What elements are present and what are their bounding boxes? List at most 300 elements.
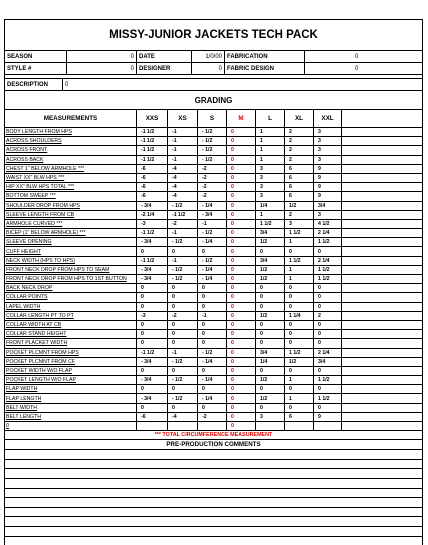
- grade-value-xxs[interactable]: -6: [137, 192, 168, 200]
- grade-value-xxl[interactable]: 1 1/2: [314, 275, 342, 283]
- measurement-name[interactable]: BACK NECK DROP: [5, 284, 137, 292]
- measurement-name[interactable]: ACROSS FRONT: [5, 146, 137, 154]
- grade-value-xxs[interactable]: - 3/4: [137, 238, 168, 246]
- grade-value-xs[interactable]: 0: [168, 293, 198, 301]
- grade-value-l[interactable]: 0: [256, 284, 285, 292]
- grade-value-xs[interactable]: -1: [168, 349, 198, 357]
- grade-value-xxl[interactable]: 9: [314, 183, 342, 191]
- grade-value-xxs[interactable]: -1 1/2: [137, 257, 168, 265]
- grade-value-xs[interactable]: 0: [168, 247, 198, 255]
- measurement-name[interactable]: FRONT NECK DROP FROM HPS TO 1ST BUTTON: [5, 275, 137, 283]
- grade-value-l[interactable]: 3: [256, 174, 285, 182]
- grade-value-xl[interactable]: 0: [285, 367, 314, 375]
- grade-value-xs[interactable]: 0: [168, 321, 198, 329]
- row-spacer: [342, 385, 422, 393]
- grade-value-xl[interactable]: 1 1/2: [285, 229, 314, 237]
- grade-value-xl[interactable]: 6: [285, 165, 314, 173]
- grade-value-xxs[interactable]: - 3/4: [137, 202, 168, 210]
- grade-value-m[interactable]: 0: [227, 192, 256, 200]
- grade-value-xxl[interactable]: 4 1/2: [314, 220, 342, 228]
- grade-value-m[interactable]: 0: [227, 229, 256, 237]
- row-spacer: [342, 146, 422, 154]
- grade-value-xs[interactable]: - 1/2: [168, 358, 198, 366]
- grade-value-xxl[interactable]: 2 1/4: [314, 257, 342, 265]
- grade-value-s[interactable]: - 1/4: [198, 238, 227, 246]
- grade-value-xxs[interactable]: -1 1/2: [137, 229, 168, 237]
- grade-value-m[interactable]: 0: [227, 220, 256, 228]
- grade-value-xxs[interactable]: - 3/4: [137, 358, 168, 366]
- grade-value-l[interactable]: 1: [256, 128, 285, 136]
- grade-value-s[interactable]: - 1/2: [198, 349, 227, 357]
- grade-value-m[interactable]: 0: [227, 404, 256, 412]
- grade-value-xxs[interactable]: -1 1/2: [137, 137, 168, 145]
- grade-value-l[interactable]: 1/2: [256, 376, 285, 384]
- grade-value-xxs[interactable]: -1 1/2: [137, 146, 168, 154]
- grade-value-s[interactable]: - 1/2: [198, 128, 227, 136]
- grade-value-xs[interactable]: -1: [168, 146, 198, 154]
- grade-value-xxs[interactable]: -6: [137, 165, 168, 173]
- grade-value-xxl[interactable]: 0: [314, 367, 342, 375]
- grade-value-xs[interactable]: -4: [168, 413, 198, 421]
- grade-value-s[interactable]: 0: [198, 330, 227, 338]
- info-row-description: [5, 79, 422, 91]
- grade-value-xs[interactable]: - 1/2: [168, 238, 198, 246]
- measurement-name[interactable]: ACROSS BACK: [5, 156, 137, 164]
- measurement-name[interactable]: POCKET PLCMNT FROM HPS: [5, 349, 137, 357]
- grade-value-s[interactable]: - 1/4: [198, 202, 227, 210]
- grade-value-xxs[interactable]: - 3/4: [137, 275, 168, 283]
- grade-value-xs[interactable]: -4: [168, 192, 198, 200]
- grade-value-m[interactable]: 0: [227, 174, 256, 182]
- grade-value-xs[interactable]: -4: [168, 183, 198, 191]
- grade-value-xxl[interactable]: 1 1/2: [314, 266, 342, 274]
- grade-value-xxs[interactable]: 0: [137, 247, 168, 255]
- grade-value-xs[interactable]: -1: [168, 257, 198, 265]
- grade-value-xl[interactable]: 6: [285, 174, 314, 182]
- grade-value-l[interactable]: 0: [256, 247, 285, 255]
- measurement-name[interactable]: LAPEL WIDTH: [5, 303, 137, 311]
- grade-value-xs[interactable]: 0: [168, 367, 198, 375]
- grade-value-m[interactable]: 0: [227, 137, 256, 145]
- grade-value-xxs[interactable]: -3: [137, 312, 168, 320]
- grade-value-m[interactable]: 0: [227, 330, 256, 338]
- grade-value-s[interactable]: -1: [198, 220, 227, 228]
- grade-value-xs[interactable]: -2: [168, 220, 198, 228]
- grade-value-s[interactable]: - 1/2: [198, 137, 227, 145]
- grade-value-xl[interactable]: 1: [285, 238, 314, 246]
- grade-value-xxl[interactable]: 9: [314, 413, 342, 421]
- grade-value-l[interactable]: 3: [256, 192, 285, 200]
- grade-value-s[interactable]: 0: [198, 367, 227, 375]
- grade-value-xl[interactable]: 2: [285, 128, 314, 136]
- grade-value-s[interactable]: 0: [198, 339, 227, 347]
- grade-value-xxl[interactable]: 2 1/4: [314, 349, 342, 357]
- grade-value-s[interactable]: - 1/2: [198, 156, 227, 164]
- grade-value-s[interactable]: - 1/2: [198, 146, 227, 154]
- measurement-name[interactable]: ACROSS SHOULDERS: [5, 137, 137, 145]
- measurement-name[interactable]: BELT WIDTH: [5, 404, 137, 412]
- grade-value-xs[interactable]: 0: [168, 385, 198, 393]
- measurement-name[interactable]: POCKET LENGTH W/O FLAP: [5, 376, 137, 384]
- grade-value-xl[interactable]: 0: [285, 339, 314, 347]
- grade-value-xl[interactable]: 1/2: [285, 358, 314, 366]
- grade-value-xs[interactable]: -1: [168, 137, 198, 145]
- row-spacer: [342, 266, 422, 274]
- measurement-name[interactable]: SLEEVE LENGTH FROM CB: [5, 211, 137, 219]
- grade-value-xs[interactable]: -2: [168, 312, 198, 320]
- grade-value-s[interactable]: 0: [198, 404, 227, 412]
- grade-value-xxl[interactable]: 3: [314, 137, 342, 145]
- grade-value-xl[interactable]: 0: [285, 404, 314, 412]
- grade-value-xl[interactable]: 0: [285, 293, 314, 301]
- grade-value-xs[interactable]: - 1/2: [168, 394, 198, 402]
- grade-value-m[interactable]: 0: [227, 275, 256, 283]
- grade-value-xxs[interactable]: 0: [137, 330, 168, 338]
- grade-value-l[interactable]: 0: [256, 385, 285, 393]
- measurement-name[interactable]: NECK WIDTH (HPS TO HPS): [5, 257, 137, 265]
- grade-value-xxl[interactable]: 0: [314, 247, 342, 255]
- comment-line[interactable]: [5, 489, 422, 499]
- grade-value-xl[interactable]: 1: [285, 376, 314, 384]
- measurement-name[interactable]: ARMHOLE CURVED ***: [5, 220, 137, 228]
- measurement-name[interactable]: CHEST 1" BELOW ARMHOLE ***: [5, 165, 137, 173]
- grade-value-l[interactable]: 1/2: [256, 238, 285, 246]
- grade-value-xl[interactable]: 2: [285, 211, 314, 219]
- grade-value-xs[interactable]: 0: [168, 284, 198, 292]
- grade-value-xs[interactable]: - 1/2: [168, 202, 198, 210]
- grade-value-m[interactable]: 0: [227, 257, 256, 265]
- grade-value-xl[interactable]: 2: [285, 156, 314, 164]
- row-spacer: [342, 394, 422, 402]
- grade-value-xs[interactable]: - 1/2: [168, 376, 198, 384]
- grade-value-xs[interactable]: 0: [168, 404, 198, 412]
- grade-value-xs[interactable]: 0: [168, 330, 198, 338]
- grade-value-m[interactable]: 0: [227, 165, 256, 173]
- measurement-name[interactable]: COLLAR STAND HEIGHT: [5, 330, 137, 338]
- grade-value-m[interactable]: 0: [227, 303, 256, 311]
- measurement-name[interactable]: FRONT PLACKET WIDTH: [5, 339, 137, 347]
- measurement-name[interactable]: COLLAR WIDTH AT CB: [5, 321, 137, 329]
- grade-value-xxl[interactable]: 0: [314, 404, 342, 412]
- comment-line[interactable]: [5, 460, 422, 470]
- grade-value-m[interactable]: 0: [227, 146, 256, 154]
- grade-value-xxl[interactable]: 3: [314, 156, 342, 164]
- table-row: [5, 137, 422, 146]
- grade-value-xxs[interactable]: 0: [137, 404, 168, 412]
- grade-value-s[interactable]: [198, 422, 227, 430]
- description-value[interactable]: 0: [65, 81, 69, 88]
- grade-value-l[interactable]: 3: [256, 183, 285, 191]
- grade-value-xxl[interactable]: 1 1/2: [314, 394, 342, 402]
- grade-value-l[interactable]: 3: [256, 165, 285, 173]
- table-row: [5, 156, 422, 165]
- grade-value-s[interactable]: 0: [198, 303, 227, 311]
- grade-value-l[interactable]: 1: [256, 137, 285, 145]
- grade-value-l[interactable]: 0: [256, 303, 285, 311]
- grade-value-xs[interactable]: -1: [168, 128, 198, 136]
- grade-value-l[interactable]: 0: [256, 367, 285, 375]
- grade-value-xxl[interactable]: 3/4: [314, 358, 342, 366]
- grade-value-xl[interactable]: 1 1/2: [285, 257, 314, 265]
- grade-value-xxl[interactable]: 3: [314, 128, 342, 136]
- grade-value-xxl[interactable]: 3/4: [314, 202, 342, 210]
- measurement-name[interactable]: FLAP WIDTH: [5, 385, 137, 393]
- grade-value-xxs[interactable]: -6: [137, 183, 168, 191]
- grade-value-xs[interactable]: -1 1/2: [168, 211, 198, 219]
- grade-value-m[interactable]: 0: [227, 349, 256, 357]
- grade-value-xxl[interactable]: 0: [314, 321, 342, 329]
- measurement-name[interactable]: CUFF HEIGHT: [5, 247, 137, 255]
- grade-value-l[interactable]: [256, 422, 285, 430]
- table-row: [5, 275, 422, 284]
- grade-value-xl[interactable]: 1: [285, 266, 314, 274]
- grade-value-xxs[interactable]: 0: [137, 321, 168, 329]
- grade-value-m[interactable]: 0: [227, 367, 256, 375]
- grade-value-m[interactable]: 0: [227, 128, 256, 136]
- measurement-name[interactable]: SLEEVE OPENING: [5, 238, 137, 246]
- fabric-design-value[interactable]: 0: [355, 65, 359, 72]
- measurement-name[interactable]: HIP XX" BLW HPS TOTAL ***: [5, 183, 137, 191]
- tech-pack-sheet: [4, 19, 423, 545]
- grade-value-l[interactable]: 0: [256, 330, 285, 338]
- grade-value-xxs[interactable]: -1 1/2: [137, 128, 168, 136]
- comment-line[interactable]: [5, 498, 422, 508]
- grade-value-xxl[interactable]: [314, 422, 342, 430]
- grade-value-xxs[interactable]: -2 1/4: [137, 211, 168, 219]
- grade-value-s[interactable]: 0: [198, 321, 227, 329]
- grade-value-xs[interactable]: [168, 422, 198, 430]
- measurement-name[interactable]: WAIST XX" BLW HPS ***: [5, 174, 137, 182]
- grade-value-l[interactable]: 1: [256, 146, 285, 154]
- grade-value-l[interactable]: 1/4: [256, 202, 285, 210]
- grade-value-l[interactable]: 1/2: [256, 266, 285, 274]
- grade-value-xxl[interactable]: 0: [314, 303, 342, 311]
- grade-value-m[interactable]: 0: [227, 376, 256, 384]
- grade-value-xs[interactable]: - 1/2: [168, 275, 198, 283]
- measurement-name[interactable]: BICEP (1" BELOW ARMHOLE) ***: [5, 229, 137, 237]
- grade-value-xxl[interactable]: 0: [314, 330, 342, 338]
- comment-line[interactable]: [5, 508, 422, 518]
- grade-value-m[interactable]: 0: [227, 312, 256, 320]
- grade-value-m[interactable]: 0: [227, 183, 256, 191]
- grade-value-xl[interactable]: 0: [285, 284, 314, 292]
- grade-value-xxs[interactable]: [137, 422, 168, 430]
- grade-value-xxs[interactable]: 0: [137, 367, 168, 375]
- grade-value-s[interactable]: - 1/2: [198, 229, 227, 237]
- grade-value-l[interactable]: 1/2: [256, 394, 285, 402]
- grade-value-xl[interactable]: 2: [285, 137, 314, 145]
- grade-value-m[interactable]: 0: [227, 385, 256, 393]
- grade-value-xl[interactable]: 6: [285, 413, 314, 421]
- comment-line[interactable]: [5, 537, 422, 545]
- grade-value-xl[interactable]: 0: [285, 330, 314, 338]
- grade-value-xs[interactable]: - 1/2: [168, 266, 198, 274]
- grade-value-s[interactable]: -2: [198, 183, 227, 191]
- grade-value-l[interactable]: 1/2: [256, 312, 285, 320]
- measurement-name[interactable]: 0: [5, 422, 137, 430]
- comment-line[interactable]: [5, 527, 422, 537]
- grade-value-xxs[interactable]: -1 1/2: [137, 349, 168, 357]
- grade-value-xxl[interactable]: 1 1/2: [314, 376, 342, 384]
- table-row: [5, 247, 422, 256]
- grade-value-l[interactable]: 3/4: [256, 229, 285, 237]
- grade-value-m[interactable]: 0: [227, 238, 256, 246]
- grade-value-xxs[interactable]: 0: [137, 293, 168, 301]
- grade-value-s[interactable]: 0: [198, 293, 227, 301]
- grade-value-xxl[interactable]: 9: [314, 165, 342, 173]
- grade-value-xxs[interactable]: - 3/4: [137, 266, 168, 274]
- grade-value-xxl[interactable]: 9: [314, 174, 342, 182]
- grade-value-l[interactable]: 3/4: [256, 257, 285, 265]
- grade-value-l[interactable]: 1: [256, 156, 285, 164]
- row-spacer: [342, 247, 422, 255]
- style-value[interactable]: 0: [67, 63, 137, 74]
- grade-value-m[interactable]: 0: [227, 266, 256, 274]
- grade-value-l[interactable]: 0: [256, 321, 285, 329]
- grade-value-xl[interactable]: 3: [285, 220, 314, 228]
- grade-value-l[interactable]: 0: [256, 293, 285, 301]
- grade-value-xxs[interactable]: 0: [137, 284, 168, 292]
- grade-value-xxl[interactable]: 2: [314, 312, 342, 320]
- grade-value-xl[interactable]: 0: [285, 321, 314, 329]
- grade-value-xxs[interactable]: 0: [137, 385, 168, 393]
- grade-value-xl[interactable]: 1: [285, 394, 314, 402]
- grade-value-xxl[interactable]: 3: [314, 146, 342, 154]
- grade-value-xl[interactable]: 1/2: [285, 202, 314, 210]
- grade-value-xl[interactable]: 6: [285, 192, 314, 200]
- measurement-name[interactable]: FRONT NECK DROP FROM HPS TO SEAM: [5, 266, 137, 274]
- grade-value-xxs[interactable]: 0: [137, 339, 168, 347]
- grade-value-s[interactable]: -1: [198, 312, 227, 320]
- grade-value-l[interactable]: 0: [256, 404, 285, 412]
- grade-value-l[interactable]: 1: [256, 211, 285, 219]
- grade-value-l[interactable]: 0: [256, 339, 285, 347]
- grade-value-l[interactable]: 1/2: [256, 275, 285, 283]
- grade-value-xxl[interactable]: 3: [314, 211, 342, 219]
- comment-line[interactable]: [5, 469, 422, 479]
- grade-value-xxs[interactable]: -1 1/2: [137, 156, 168, 164]
- grade-value-s[interactable]: - 1/4: [198, 376, 227, 384]
- grade-value-m[interactable]: 0: [227, 358, 256, 366]
- grade-value-s[interactable]: -2: [198, 413, 227, 421]
- grade-value-s[interactable]: -2: [198, 165, 227, 173]
- measurement-name[interactable]: COLLAR POINTS: [5, 293, 137, 301]
- grade-value-xl[interactable]: 1 1/4: [285, 312, 314, 320]
- grade-value-m[interactable]: 0: [227, 339, 256, 347]
- comment-line[interactable]: [5, 479, 422, 489]
- header-measurements: MEASUREMENTS: [5, 110, 137, 127]
- measurement-name[interactable]: COLLAR LENGTH PT TO PT: [5, 312, 137, 320]
- grade-value-s[interactable]: - 1/4: [198, 266, 227, 274]
- grade-value-xl[interactable]: 1: [285, 275, 314, 283]
- grade-value-xs[interactable]: 0: [168, 339, 198, 347]
- grade-value-xxl[interactable]: 0: [314, 293, 342, 301]
- measurement-name[interactable]: BELT LENGTH: [5, 413, 137, 421]
- grade-value-m[interactable]: 0: [227, 413, 256, 421]
- grade-value-m[interactable]: 0: [227, 422, 256, 430]
- grade-value-xxl[interactable]: 9: [314, 192, 342, 200]
- grade-value-xxl[interactable]: 0: [314, 385, 342, 393]
- measurement-name[interactable]: FLAP LENGTH: [5, 394, 137, 402]
- grade-value-xxs[interactable]: - 3/4: [137, 376, 168, 384]
- grade-value-m[interactable]: 0: [227, 394, 256, 402]
- grade-value-l[interactable]: 3/4: [256, 349, 285, 357]
- measurement-name[interactable]: POCKET PLCMNT FROM CF: [5, 358, 137, 366]
- grade-value-m[interactable]: 0: [227, 321, 256, 329]
- season-value[interactable]: 0: [67, 51, 137, 62]
- grade-value-xl[interactable]: 2: [285, 146, 314, 154]
- grade-value-xxs[interactable]: 0: [137, 303, 168, 311]
- grade-value-xs[interactable]: -1: [168, 156, 198, 164]
- grade-value-m[interactable]: 0: [227, 293, 256, 301]
- grade-value-m[interactable]: 0: [227, 156, 256, 164]
- table-row: [5, 146, 422, 155]
- measurement-name[interactable]: SHOULDER DROP FROM HPS: [5, 202, 137, 210]
- grade-value-xxs[interactable]: -6: [137, 413, 168, 421]
- measurement-name[interactable]: BOTTOM SWEEP ***: [5, 192, 137, 200]
- grade-value-l[interactable]: 3: [256, 413, 285, 421]
- grade-value-xs[interactable]: -4: [168, 174, 198, 182]
- grade-value-xxs[interactable]: -3: [137, 220, 168, 228]
- table-row: [5, 128, 422, 137]
- grade-value-s[interactable]: 0: [198, 284, 227, 292]
- grade-value-l[interactable]: 1/4: [256, 358, 285, 366]
- grade-value-xs[interactable]: -4: [168, 165, 198, 173]
- grade-value-s[interactable]: - 1/4: [198, 394, 227, 402]
- grade-value-s[interactable]: -2: [198, 174, 227, 182]
- table-row: [5, 339, 422, 348]
- row-spacer: [342, 376, 422, 384]
- grade-value-s[interactable]: - 3/4: [198, 211, 227, 219]
- grade-value-xl[interactable]: 1 1/2: [285, 349, 314, 357]
- grade-value-xs[interactable]: -1: [168, 229, 198, 237]
- grade-value-xl[interactable]: [285, 422, 314, 430]
- grade-value-xxl[interactable]: 0: [314, 339, 342, 347]
- comment-line[interactable]: [5, 517, 422, 527]
- grade-value-xxs[interactable]: - 3/4: [137, 394, 168, 402]
- grade-value-m[interactable]: 0: [227, 202, 256, 210]
- grade-value-xl[interactable]: 0: [285, 247, 314, 255]
- measurement-name[interactable]: POCKET WIDTH W/O FLAP: [5, 367, 137, 375]
- date-value[interactable]: 1/0/00: [192, 51, 225, 62]
- grade-value-m[interactable]: 0: [227, 211, 256, 219]
- grade-value-xl[interactable]: 0: [285, 385, 314, 393]
- grade-value-l[interactable]: 1 1/2: [256, 220, 285, 228]
- grade-value-s[interactable]: 0: [198, 385, 227, 393]
- grade-value-m[interactable]: 0: [227, 247, 256, 255]
- fabrication-value[interactable]: 0: [355, 53, 359, 60]
- designer-value[interactable]: 0: [192, 63, 225, 74]
- grade-value-xl[interactable]: 0: [285, 303, 314, 311]
- comment-line[interactable]: [5, 450, 422, 460]
- grade-value-xxl[interactable]: 2 1/4: [314, 229, 342, 237]
- info-row-season: [5, 51, 422, 63]
- table-row: [5, 293, 422, 302]
- grade-value-m[interactable]: 0: [227, 284, 256, 292]
- grade-value-s[interactable]: -2: [198, 192, 227, 200]
- measurement-name[interactable]: BODY LENGTH FROM HPS: [5, 128, 137, 136]
- row-spacer: [342, 211, 422, 219]
- grade-value-s[interactable]: - 1/2: [198, 257, 227, 265]
- grade-value-s[interactable]: - 1/4: [198, 358, 227, 366]
- grade-value-s[interactable]: 0: [198, 247, 227, 255]
- grade-value-xxl[interactable]: 1 1/2: [314, 238, 342, 246]
- grade-value-xl[interactable]: 6: [285, 183, 314, 191]
- grade-value-xs[interactable]: 0: [168, 303, 198, 311]
- grade-value-xxs[interactable]: -6: [137, 174, 168, 182]
- grade-value-s[interactable]: - 1/4: [198, 275, 227, 283]
- grade-value-xxl[interactable]: 0: [314, 284, 342, 292]
